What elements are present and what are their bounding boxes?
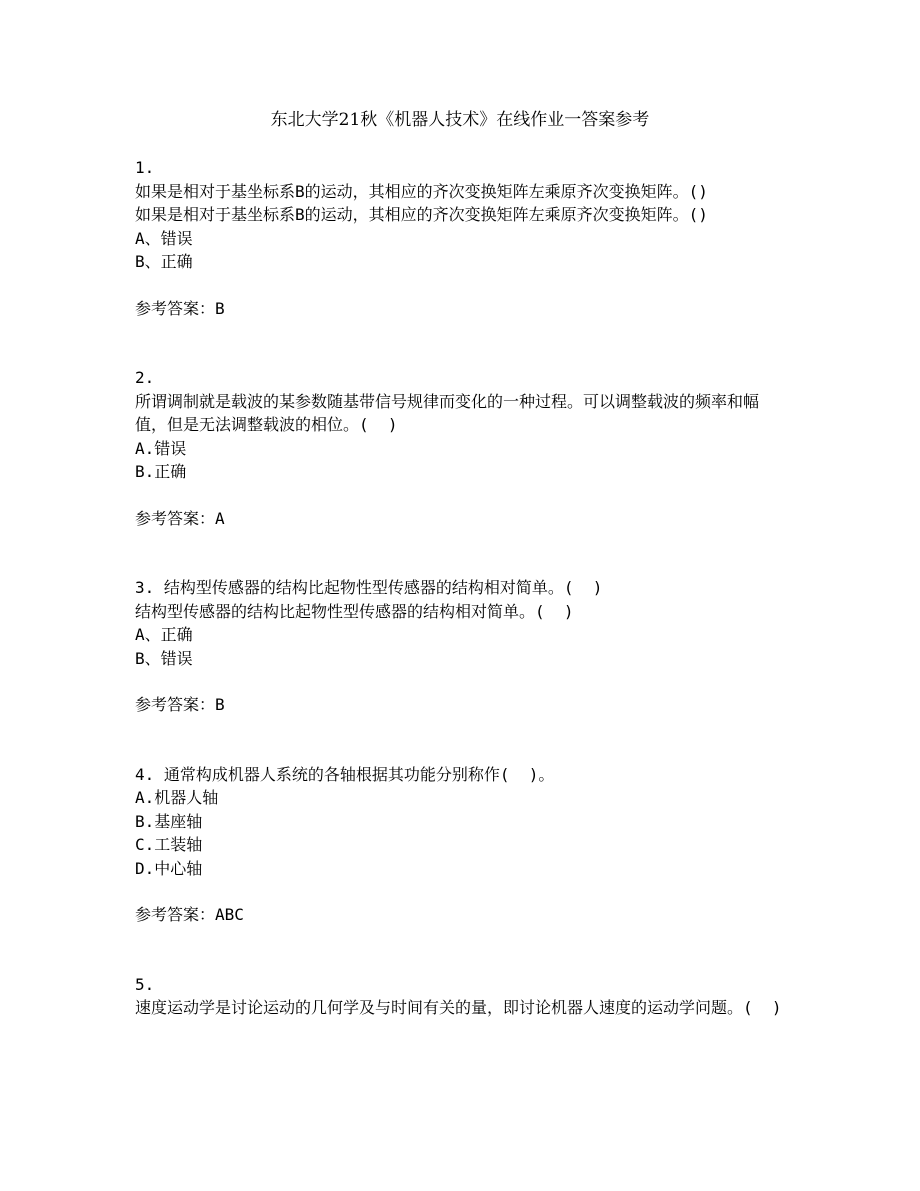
reference-answer: 参考答案：B	[135, 695, 225, 714]
question-2	[135, 366, 790, 530]
option-b: B、错误	[135, 648, 193, 668]
question-list	[135, 156, 790, 1020]
option-c: C.工装轴	[135, 835, 203, 854]
question-number: 1.	[135, 158, 155, 177]
question-4	[135, 763, 790, 927]
option-d: D.中心轴	[135, 858, 203, 878]
question-number: 2.	[135, 368, 155, 387]
question-number: 3. 结构型传感器的结构比起物性型传感器的结构相对简单。( )	[135, 578, 603, 597]
question-1	[135, 156, 790, 320]
option-a: A、正确	[135, 625, 193, 644]
option-b: B.正确	[135, 462, 187, 481]
reference-answer: 参考答案：A	[135, 508, 225, 528]
option-a: A、错误	[135, 228, 193, 248]
question-text: 速度运动学是讨论运动的几何学及与时间有关的量，即讨论机器人速度的运动学问题。( )	[135, 998, 782, 1017]
question-number: 5.	[135, 974, 155, 994]
question-text: 如果是相对于基坐标系B的运动，其相应的齐次变换矩阵左乘原齐次变换矩阵。()	[135, 205, 708, 224]
question-3	[135, 576, 790, 717]
question-text: 所谓调制就是载波的某参数随基带信号规律而变化的一种过程。可以调整载波的频率和幅值，但是无法调整载波的相位。( )	[135, 391, 760, 434]
option-b: B、正确	[135, 252, 193, 271]
option-b: B.基座轴	[135, 811, 203, 831]
option-a: A.机器人轴	[135, 788, 219, 807]
document-title: 东北大学21秋《机器人技术》在线作业一答案参考	[270, 110, 650, 130]
question-text: 结构型传感器的结构比起物性型传感器的结构相对简单。( )	[135, 601, 574, 621]
option-a: A.错误	[135, 438, 187, 458]
reference-answer: 参考答案：B	[135, 298, 225, 318]
question-5	[135, 973, 790, 1020]
question-number: 4. 通常构成机器人系统的各轴根据其功能分别称作( )。	[135, 764, 555, 784]
reference-answer: 参考答案：ABC	[135, 905, 244, 924]
question-text: 如果是相对于基坐标系B的运动，其相应的齐次变换矩阵左乘原齐次变换矩阵。()	[135, 181, 708, 201]
